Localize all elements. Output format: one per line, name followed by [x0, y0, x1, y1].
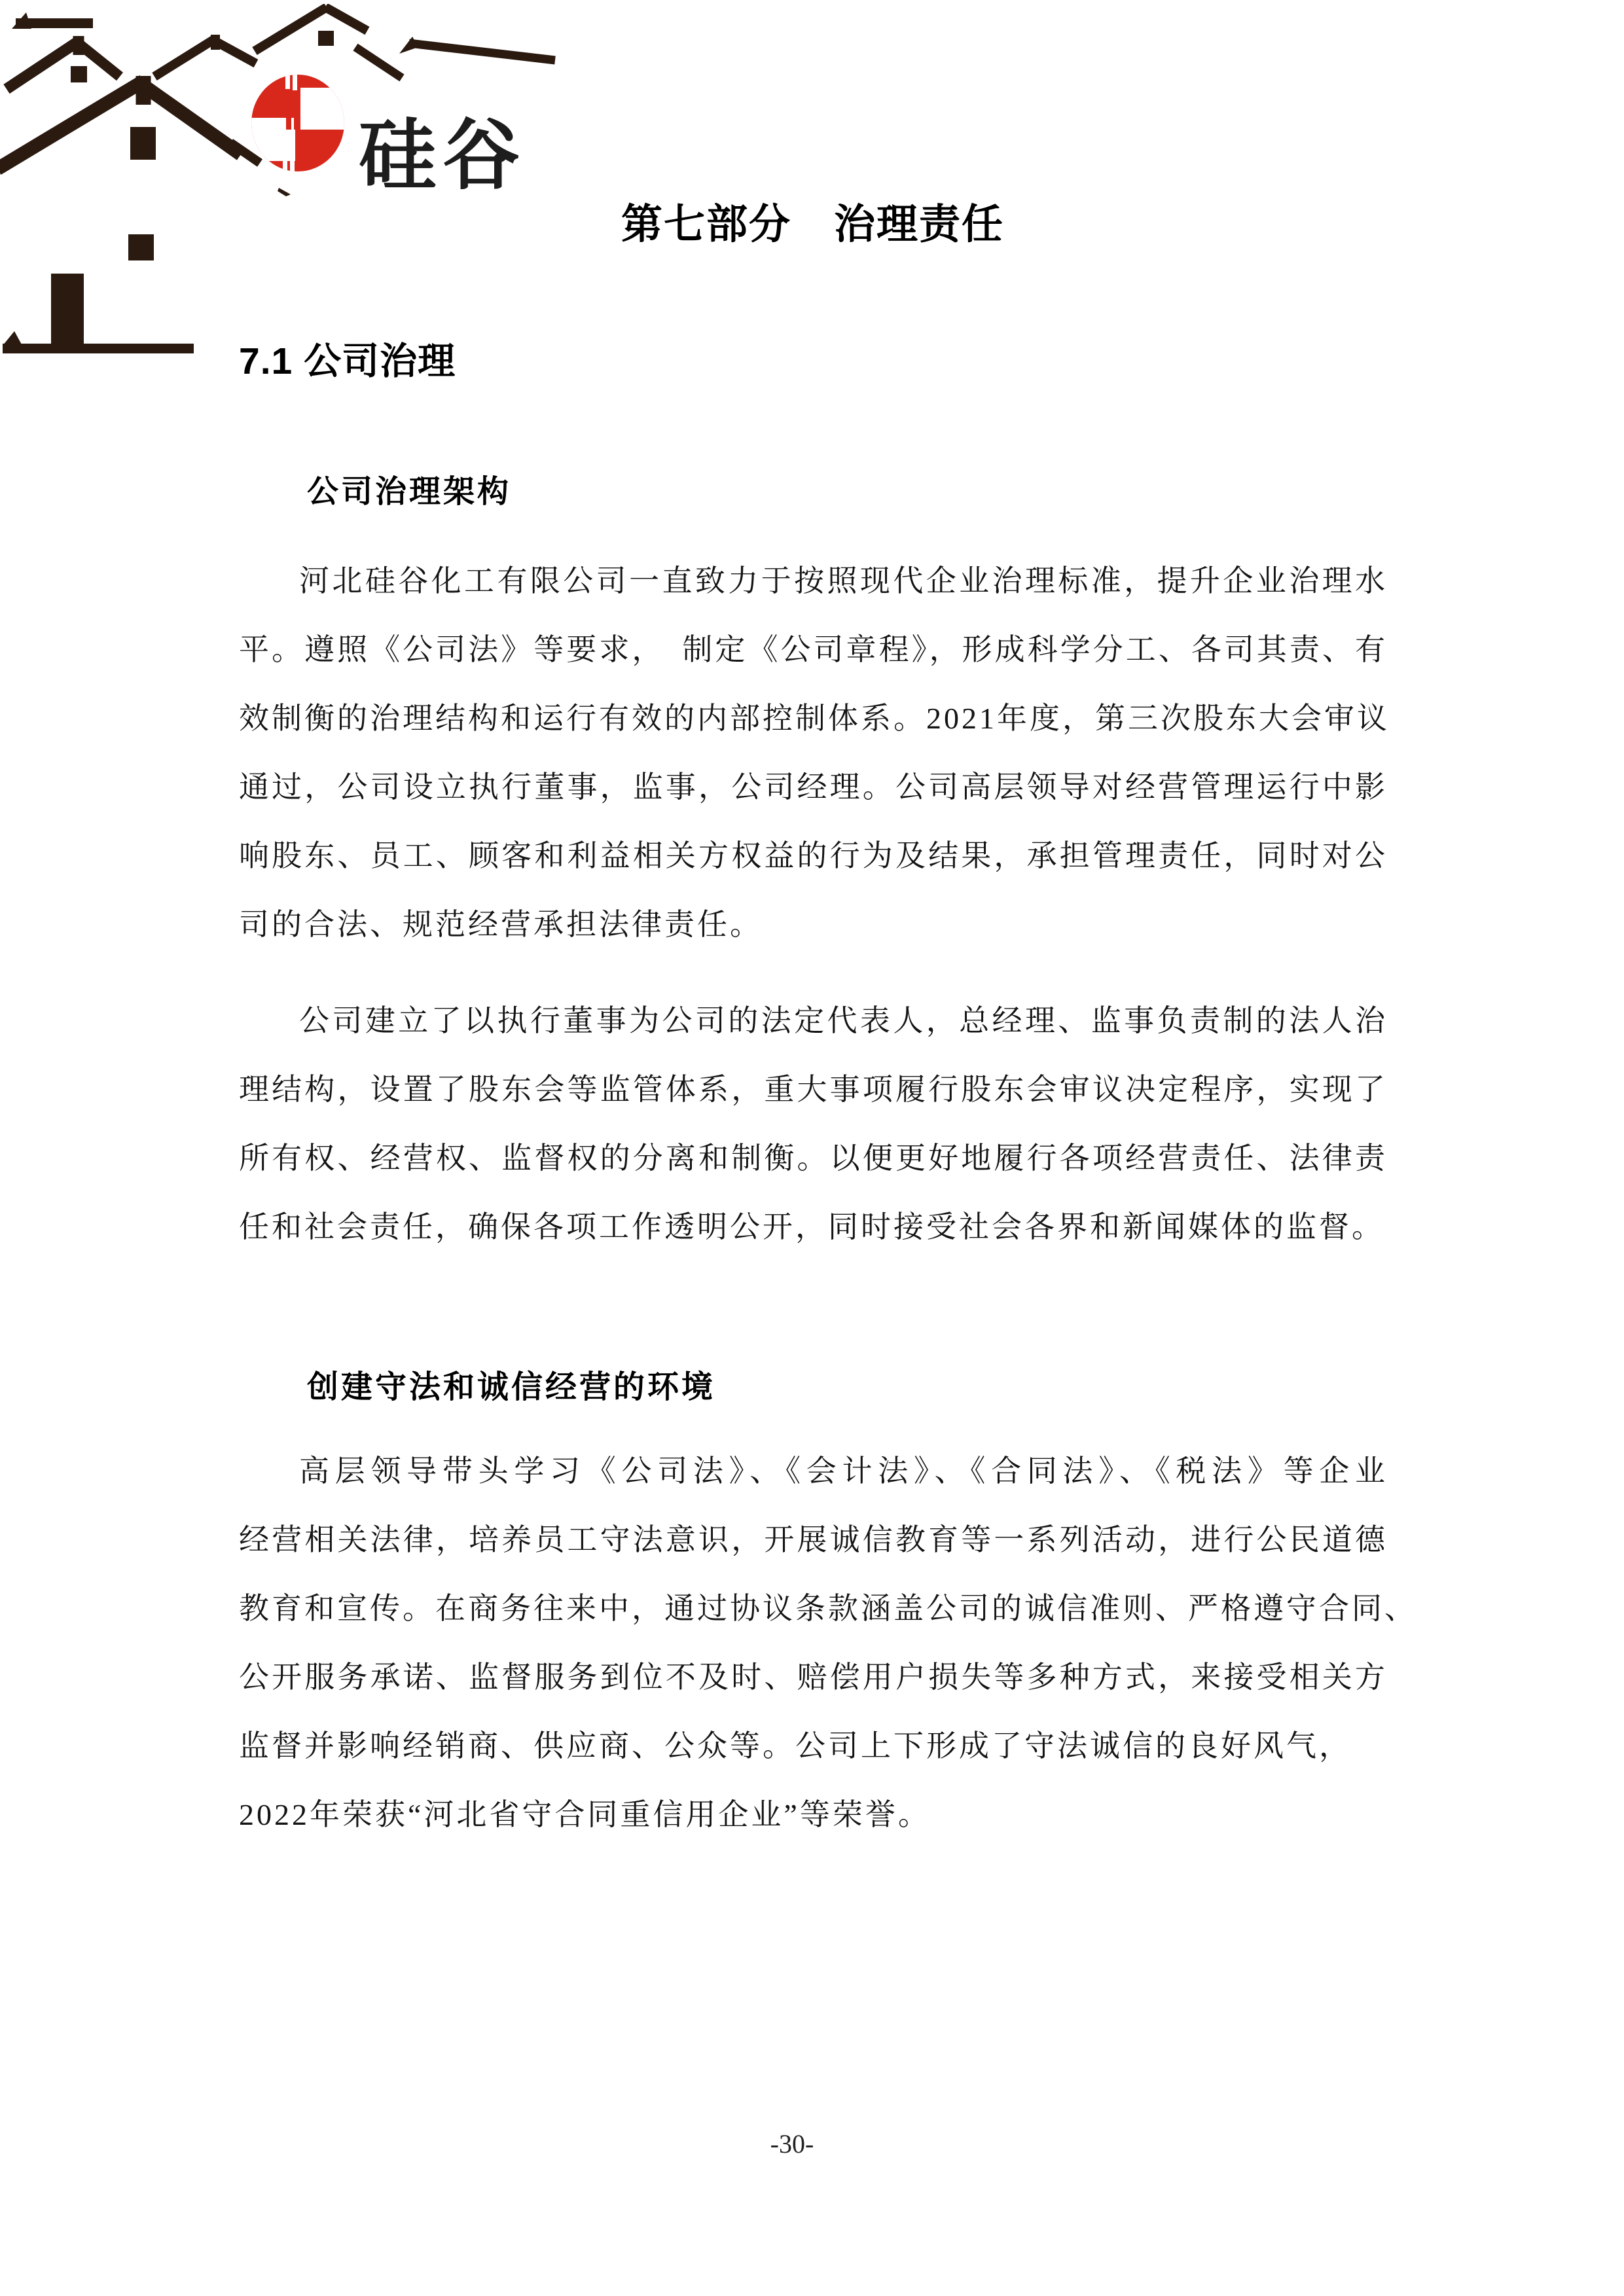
- page-title: 第七部分 治理责任: [621, 202, 1004, 247]
- company-logo: [0, 4, 563, 370]
- subsection-heading-compliance-environment: 创建守法和诚信经营的环境: [307, 1370, 716, 1405]
- text-line: 通过，公司设立执行董事，监事，公司经理。公司高层领导对经营管理运行中影: [239, 770, 1388, 804]
- text-line: 响股东、员工、顾客和利益相关方权益的行为及结果，承担管理责任，同时对公: [239, 839, 1388, 872]
- text-line: 经营相关法律，培养员工守法意识，开展诚信教育等一系列活动，进行公民道德: [239, 1523, 1388, 1556]
- page-number: -30-: [770, 2129, 814, 2159]
- text-line: 2022年荣获“河北省守合同重信用企业”等荣誉。: [239, 1798, 931, 1831]
- text-line: 公开服务承诺、监督服务到位不及时、赔偿用户损失等多种方式，来接受相关方: [239, 1660, 1388, 1694]
- brand-text: 硅谷: [359, 113, 527, 199]
- text-line: 河北硅谷化工有限公司一直致力于按照现代企业治理标准，提升企业治理水: [299, 564, 1388, 598]
- text-line: 效制衡的治理结构和运行有效的内部控制体系。2021年度，第三次股东大会审议: [239, 702, 1390, 735]
- text-line: 司的合法、规范经营承担法律责任。: [239, 908, 763, 941]
- section-heading: 7.1 公司治理: [239, 340, 456, 382]
- brand-emblem-icon: [248, 71, 348, 173]
- paragraph: [239, 986, 1388, 1261]
- rooftop-details: [3, 12, 418, 353]
- paragraph: [239, 547, 1388, 959]
- text-line: 公司建立了以执行董事为公司的法定代表人，总经理、监事负责制的法人治: [299, 1004, 1388, 1037]
- paragraph: [239, 1437, 1417, 1849]
- text-line: 平。遵照《公司法》等要求， 制定《公司章程》，形成科学分工、各司其责、有: [239, 633, 1388, 666]
- text-line: 所有权、经营权、监督权的分离和制衡。以便更好地履行各项经营责任、法律责: [239, 1141, 1388, 1175]
- subsection-heading-governance-structure: 公司治理架构: [307, 475, 512, 509]
- text-line: 监督并影响经销商、供应商、公众等。公司上下形成了守法诚信的良好风气，: [239, 1729, 1352, 1763]
- text-line: 高层领导带头学习《公司法》、《会计法》、《合同法》、《税法》等企业: [299, 1454, 1388, 1488]
- text-line: 理结构，设置了股东会等监管体系，重大事项履行股东会审议决定程序，实现了: [239, 1073, 1388, 1106]
- text-line: 任和社会责任，确保各项工作透明公开，同时接受社会各界和新闻媒体的监督。: [239, 1210, 1384, 1244]
- text-line: 教育和宣传。在商务往来中，通过协议条款涵盖公司的诚信准则、严格遵守合同、: [239, 1592, 1417, 1625]
